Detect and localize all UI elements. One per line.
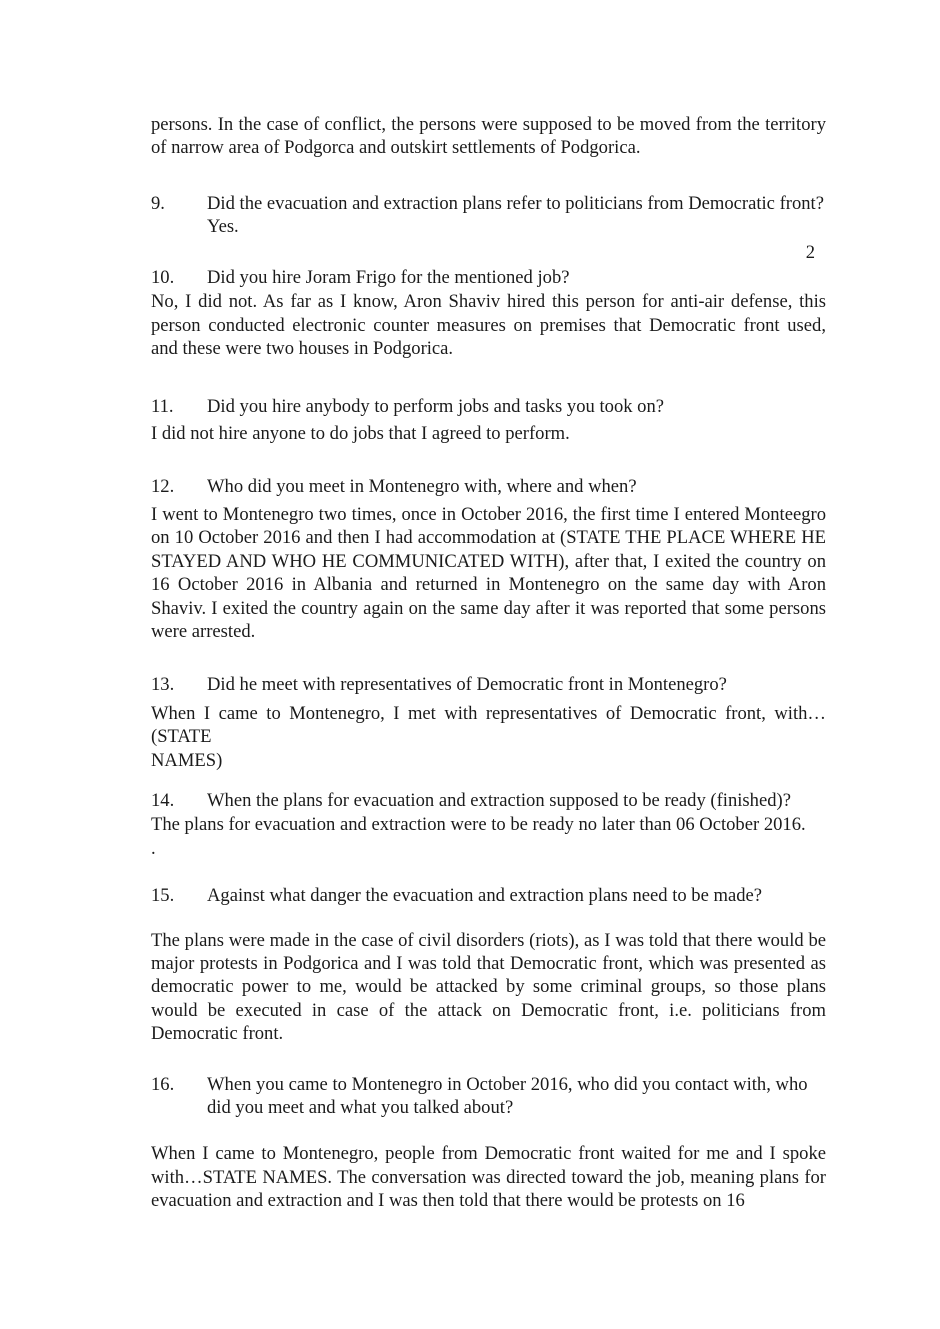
answer-line: (STATE bbox=[151, 726, 212, 748]
question-number: 14. bbox=[151, 789, 175, 811]
question-text: Did the evacuation and extraction plans refer to politicians from Democratic front? bbox=[207, 192, 824, 214]
qa-item-16 bbox=[151, 1073, 826, 1120]
answer-text: I went to Montenegro two times, once in October 2016, the first time I entered Monteegro on 10 October 2016 and then I had accommodation at (STATE THE PLACE WHERE HE STAYED AND WHO HE COMMUNICATED WITH), after that, I exited the country on 16 October 2016 in Albania and returned in Montenegro on the same day with Aron Shaviv. I exited the country again on the same day after it was reported that some persons were arrested. bbox=[151, 503, 826, 642]
answer-text: Yes. bbox=[207, 216, 239, 238]
qa-item-9 bbox=[151, 192, 826, 239]
qa-item-13 bbox=[151, 673, 826, 696]
page-number: 2 bbox=[805, 241, 815, 263]
question-number: 12. bbox=[151, 476, 175, 498]
answer-text: The plans were made in the case of civil disorders (riots), as I was told that there would be major protests in Podgorica and I was told that Democratic front, which was presented as democratic power to me, would be attacked by some criminal groups, so those plans would be executed in case of the attack on Democratic front, i.e. politicians from Democratic front. bbox=[151, 929, 826, 1045]
answer-line: . bbox=[151, 837, 156, 859]
question-text: Did he meet with representatives of Democratic front in Montenegro? bbox=[207, 674, 727, 696]
qa-item-15 bbox=[151, 884, 826, 907]
answer-line: NAMES) bbox=[151, 749, 223, 771]
question-text: Did you hire Joram Frigo for the mentioned job? bbox=[207, 267, 570, 289]
question-number: 15. bbox=[151, 885, 175, 907]
question-number: 13. bbox=[151, 674, 175, 696]
answer-text bbox=[151, 702, 826, 772]
question-text: When the plans for evacuation and extraction supposed to be ready (finished)? bbox=[207, 789, 791, 811]
question-text: Did you hire anybody to perform jobs and tasks you took on? bbox=[207, 395, 665, 417]
answer-text: No, I did not. As far as I know, Aron Shaviv hired this person for anti-air defense, this person conducted electronic counter measures on premises that Democratic front used, and these were two houses in Podgorica. bbox=[151, 291, 826, 360]
question-number: 9. bbox=[151, 192, 165, 214]
question-number: 10. bbox=[151, 267, 175, 289]
qa-item-14 bbox=[151, 789, 826, 812]
qa-item-12 bbox=[151, 475, 826, 498]
qa-item-11 bbox=[151, 395, 826, 418]
question-text: Who did you meet in Montenegro with, where and when? bbox=[207, 476, 637, 498]
question-number: 16. bbox=[151, 1073, 175, 1095]
qa-item-10 bbox=[151, 266, 826, 289]
question-text: Against what danger the evacuation and extraction plans need to be made? bbox=[207, 885, 763, 907]
question-text: When you came to Montenegro in October 2016, who did you contact with, who did you meet and what you talked about? bbox=[207, 1073, 808, 1118]
question-number: 11. bbox=[151, 395, 174, 417]
answer-text: When I came to Montenegro, people from Democratic front waited for me and I spoke with…STATE NAMES. The conversation was directed toward the job, meaning plans for evacuation and extraction and I was then told that there would be protests on 16 bbox=[151, 1143, 826, 1212]
answer-text bbox=[151, 813, 826, 860]
answer-line: The plans for evacuation and extraction were to be ready no later than 06 October 2016. bbox=[151, 814, 806, 836]
answer-text: I did not hire anyone to do jobs that I agreed to perform. bbox=[151, 423, 570, 445]
answer-line: When I came to Montenegro, I met with representatives of Democratic front, with… bbox=[151, 702, 826, 724]
intro-paragraph: persons. In the case of conflict, the persons were supposed to be moved from the territory of narrow area of Podgorca and outskirt settlements of Podgorica. bbox=[151, 114, 826, 159]
